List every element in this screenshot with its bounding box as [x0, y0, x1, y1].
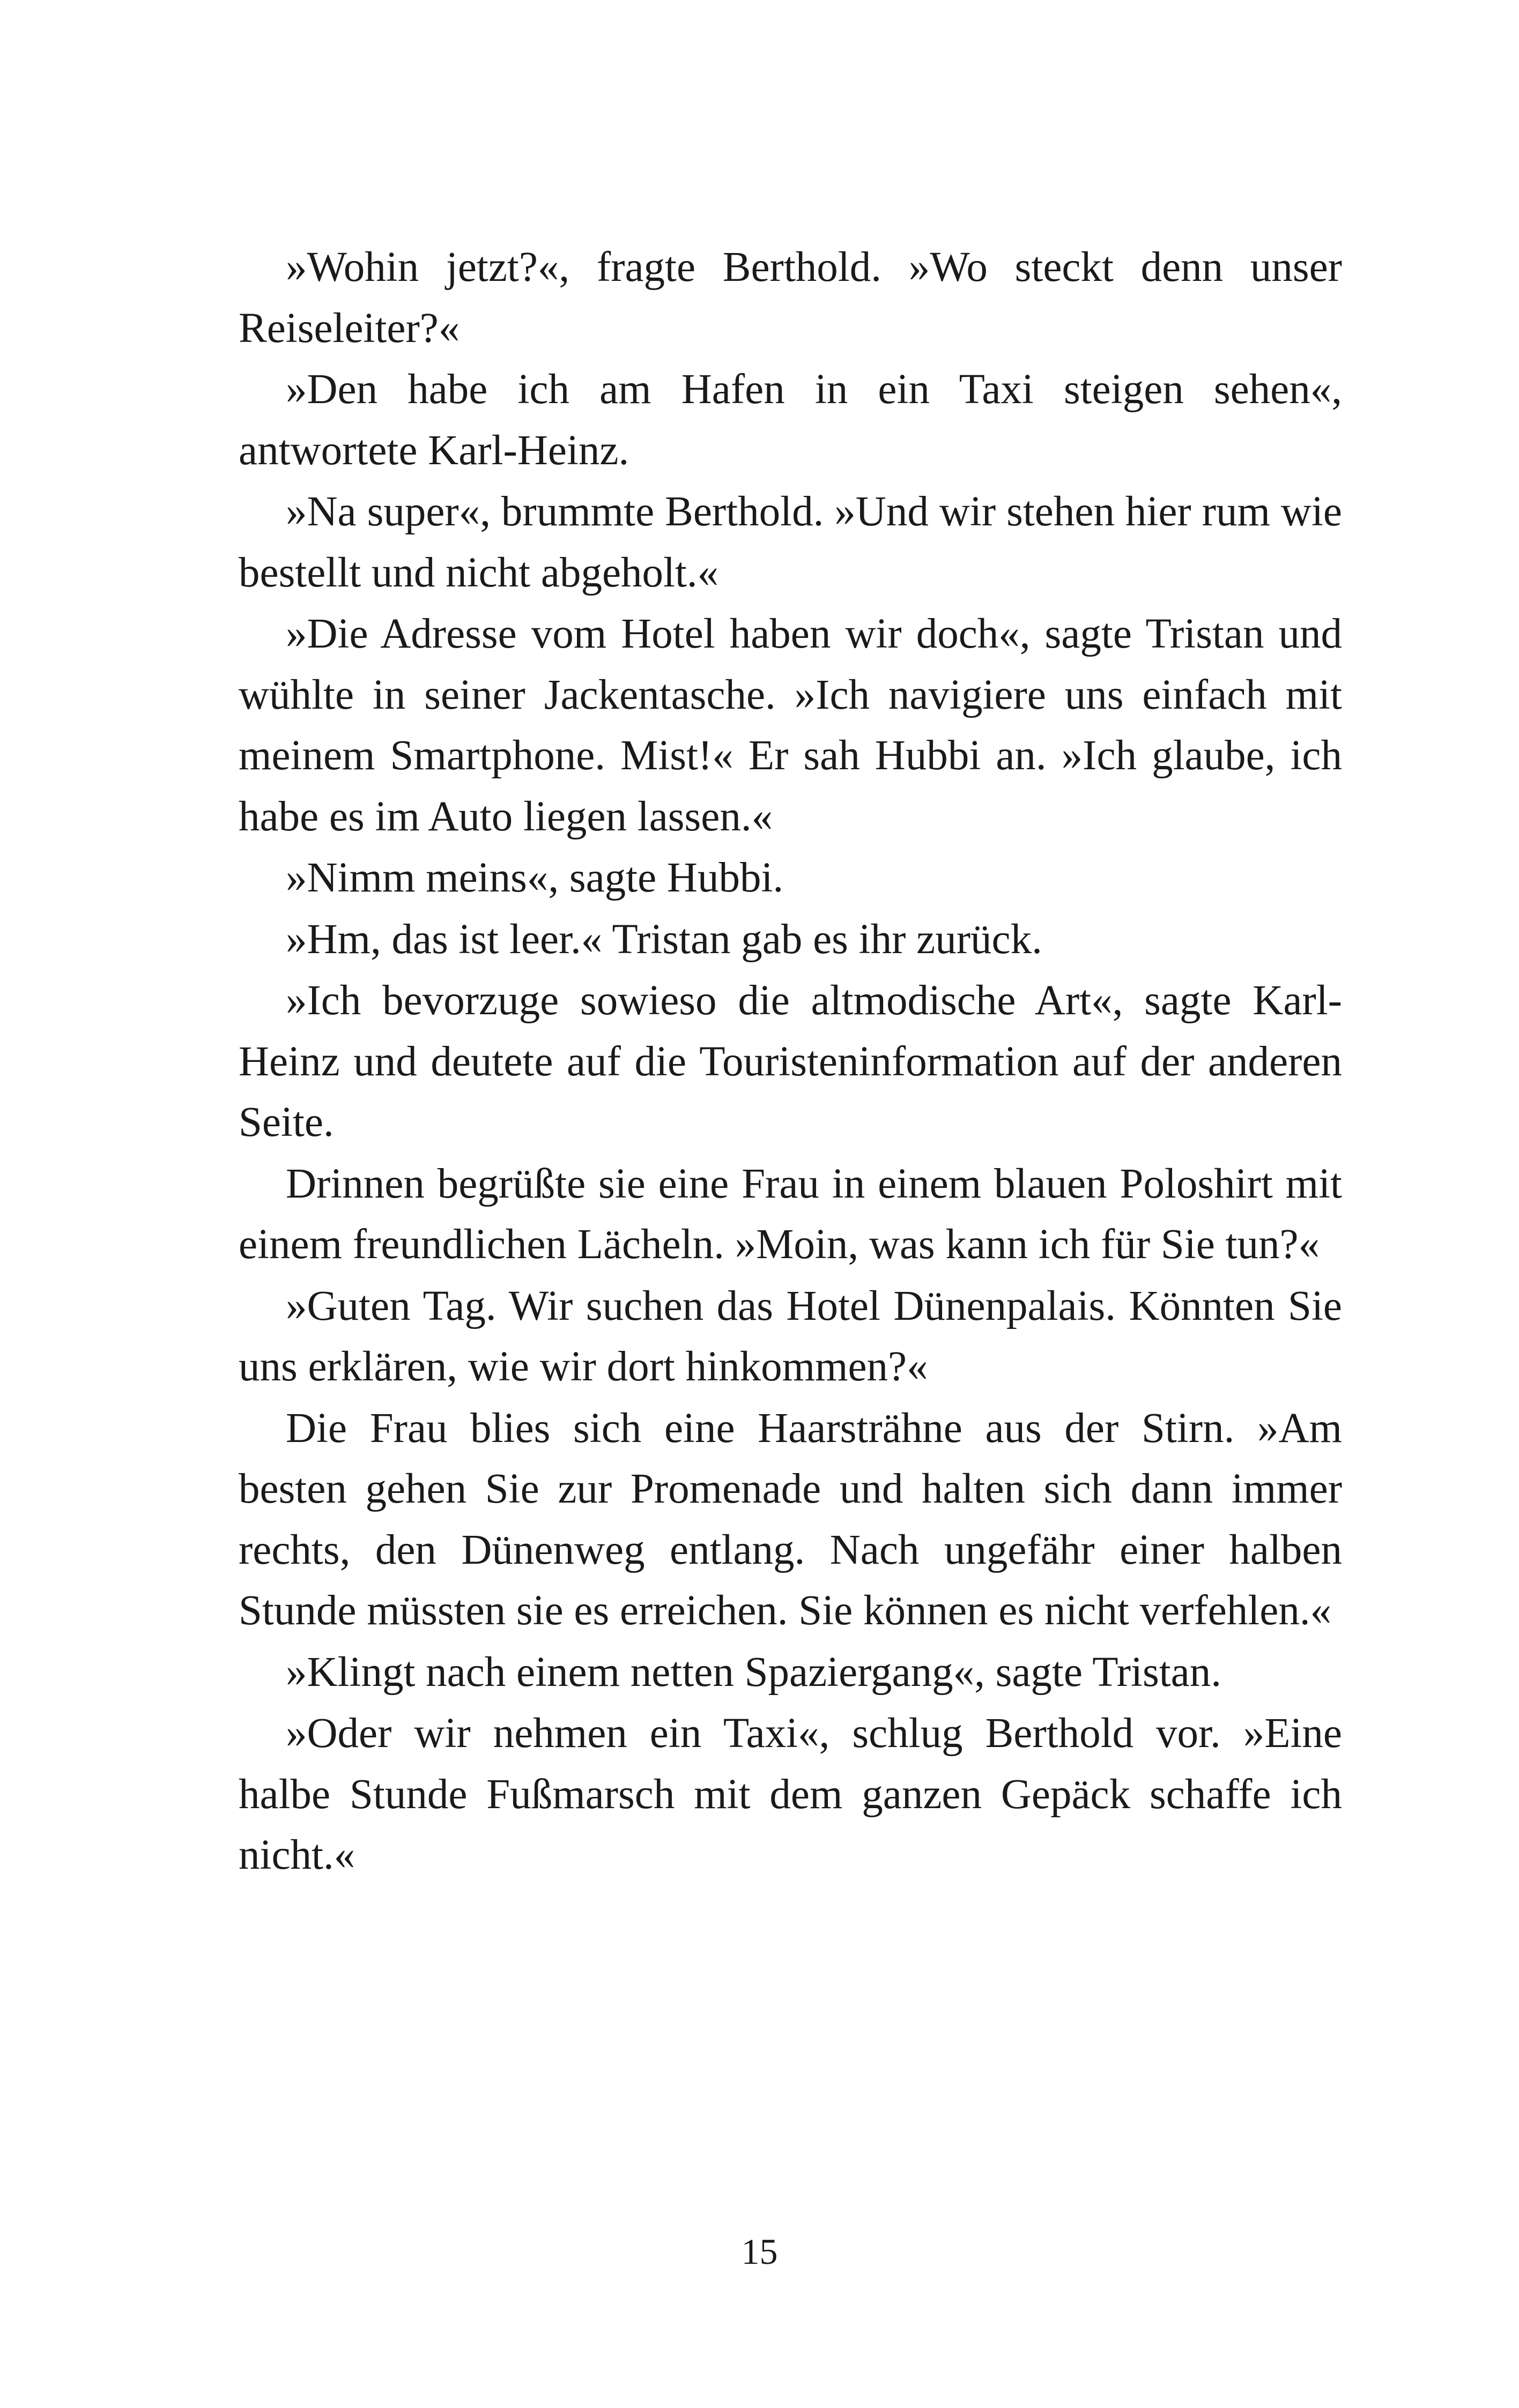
paragraph: »Na super«, brummte Berthold. »Und wir stehen hier rum wie bestellt und nicht abgeholt.« — [239, 488, 1342, 596]
page-number: 15 — [741, 2231, 778, 2272]
paragraph: »Ich bevorzuge sowieso die altmodische Art«, sagte Karl-Heinz und deutete auf die Touristeninformation auf der anderen Seite. — [239, 977, 1342, 1146]
paragraph: »Den habe ich am Hafen in ein Taxi steigen sehen«, antwortete Karl-Heinz. — [239, 366, 1342, 474]
paragraph: »Die Adresse vom Hotel haben wir doch«, sagte Tristan und wühlte in seiner Jackentasche. »Ich navigiere uns einfach mit meinem Smartphone. Mist!« Er sah Hubbi an. »Ich glaube, ich habe es im Auto liegen lassen.« — [239, 611, 1342, 840]
paragraph: Drinnen begrüßte sie eine Frau in einem blauen Poloshirt mit einem freundlichen Lächeln. »Moin, was kann ich für Sie tun?« — [239, 1160, 1342, 1268]
paragraph: »Guten Tag. Wir suchen das Hotel Dünenpalais. Könnten Sie uns erklären, wie wir dort hinkommen?« — [239, 1282, 1342, 1390]
body-text — [239, 237, 1342, 1886]
paragraph: »Nimm meins«, sagte Hubbi. — [286, 854, 784, 901]
paragraph: »Wohin jetzt?«, fragte Berthold. »Wo steckt denn unser Reiseleiter?« — [239, 244, 1342, 352]
paragraph: »Klingt nach einem netten Spaziergang«, sagte Tristan. — [286, 1648, 1221, 1696]
paragraph: Die Frau blies sich eine Haarsträhne aus der Stirn. »Am besten gehen Sie zur Promenade und halten sich dann immer rechts, den Dünenweg entlang. Nach ungefähr einer halben Stunde müssten sie es erreichen. Sie können es nicht verfehlen.« — [239, 1404, 1342, 1634]
paragraph: »Hm, das ist leer.« Tristan gab es ihr zurück. — [286, 916, 1042, 963]
paragraph: »Oder wir nehmen ein Taxi«, schlug Berthold vor. »Eine halbe Stunde Fußmarsch mit dem ganzen Gepäck schaffe ich nicht.« — [239, 1710, 1342, 1878]
